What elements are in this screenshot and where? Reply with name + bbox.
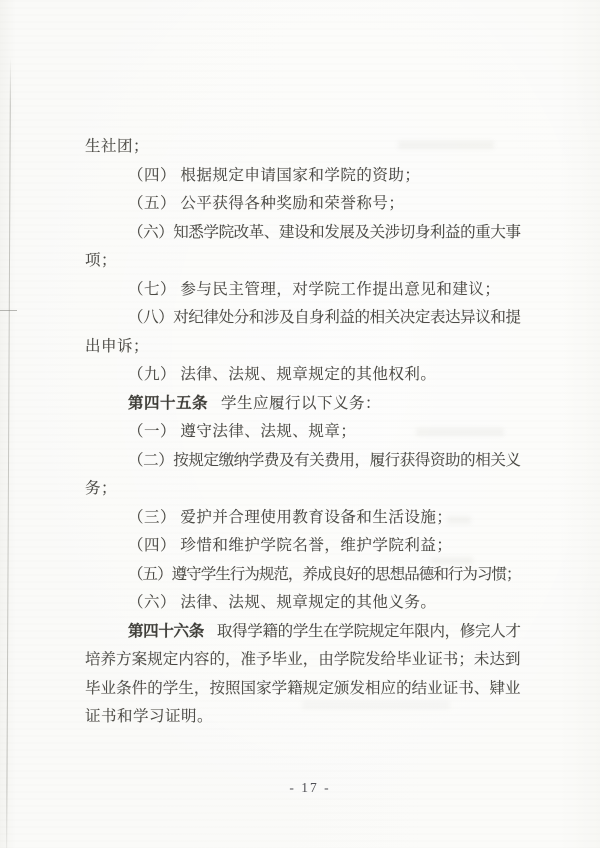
article-number: 第四十六条: [128, 622, 204, 640]
document-line: [85, 675, 520, 704]
document-line: [85, 304, 520, 333]
text-run: 培养方案规定内容的，准予毕业，由学院发给毕业证书；未达到: [85, 651, 520, 668]
text-run: （二）按规定缴纳学费及有关费用，履行获得资助的相关义: [128, 451, 520, 469]
text-run: （九） 法律、法规、规章规定的其他权利。: [128, 366, 437, 383]
document-line: [85, 361, 520, 390]
document-line: [85, 247, 520, 276]
text-run: （三） 爱护并合理使用教育设备和生活设施；: [128, 508, 453, 526]
document-line: [85, 276, 520, 305]
text-run: （八）对纪律处分和涉及自身利益的相关决定表达异议和提: [128, 309, 520, 326]
text-run: （五） 公平获得各种奖励和荣誉称号；: [128, 195, 405, 212]
text-run: 证书和学习证明。: [85, 708, 214, 725]
text-run: （六） 法律、法规、规章规定的其他义务。: [128, 594, 437, 611]
document-line: [85, 475, 520, 504]
document-line: [85, 162, 520, 191]
document-line: [85, 703, 520, 732]
document-line: [85, 133, 520, 162]
text-run: （五）遵守学生行为规范，养成良好的思想品德和行为习惯；: [128, 565, 520, 583]
document-line: [85, 333, 520, 362]
text-run: （七） 参与民主管理，对学院工作提出意见和建议；: [128, 280, 501, 298]
text-run: 出申诉；: [85, 337, 150, 355]
document-line: [85, 418, 520, 447]
document-line: [85, 447, 520, 476]
article-number: 第四十五条: [128, 394, 209, 412]
document-line: [85, 390, 520, 419]
text-run: （六）知悉学院改革、建设和发展及关涉切身利益的重大事: [128, 223, 520, 241]
document-line: [85, 504, 520, 533]
document-line: [85, 219, 520, 248]
text-run: （四） 珍惜和维护学院名誉，维护学院利益；: [128, 537, 453, 554]
document-line: [85, 561, 520, 590]
document-line: [85, 646, 520, 675]
scan-artifact-vertical-line: [6, 58, 11, 848]
document-line: [85, 589, 520, 618]
text-run: 项；: [85, 252, 118, 269]
text-run: 毕业条件的学生，按照国家学籍规定颁发相应的结业证书、肄业: [85, 679, 520, 697]
text-run: （一） 遵守法律、法规、规章；: [128, 423, 357, 440]
text-run: 生社团；: [85, 138, 150, 155]
document-body: [85, 133, 520, 732]
text-run: 务；: [85, 480, 118, 497]
document-line: [85, 618, 520, 647]
document-line: [85, 190, 520, 219]
text-run: 取得学籍的学生在学院规定年限内，修完人才: [216, 622, 520, 640]
scan-artifact-tick: [0, 310, 17, 311]
page-number: - 17 -: [289, 780, 331, 795]
text-run: 学生应履行以下义务：: [221, 394, 382, 412]
document-line: [85, 532, 520, 561]
text-run: （四） 根据规定申请国家和学院的资助；: [128, 166, 421, 184]
